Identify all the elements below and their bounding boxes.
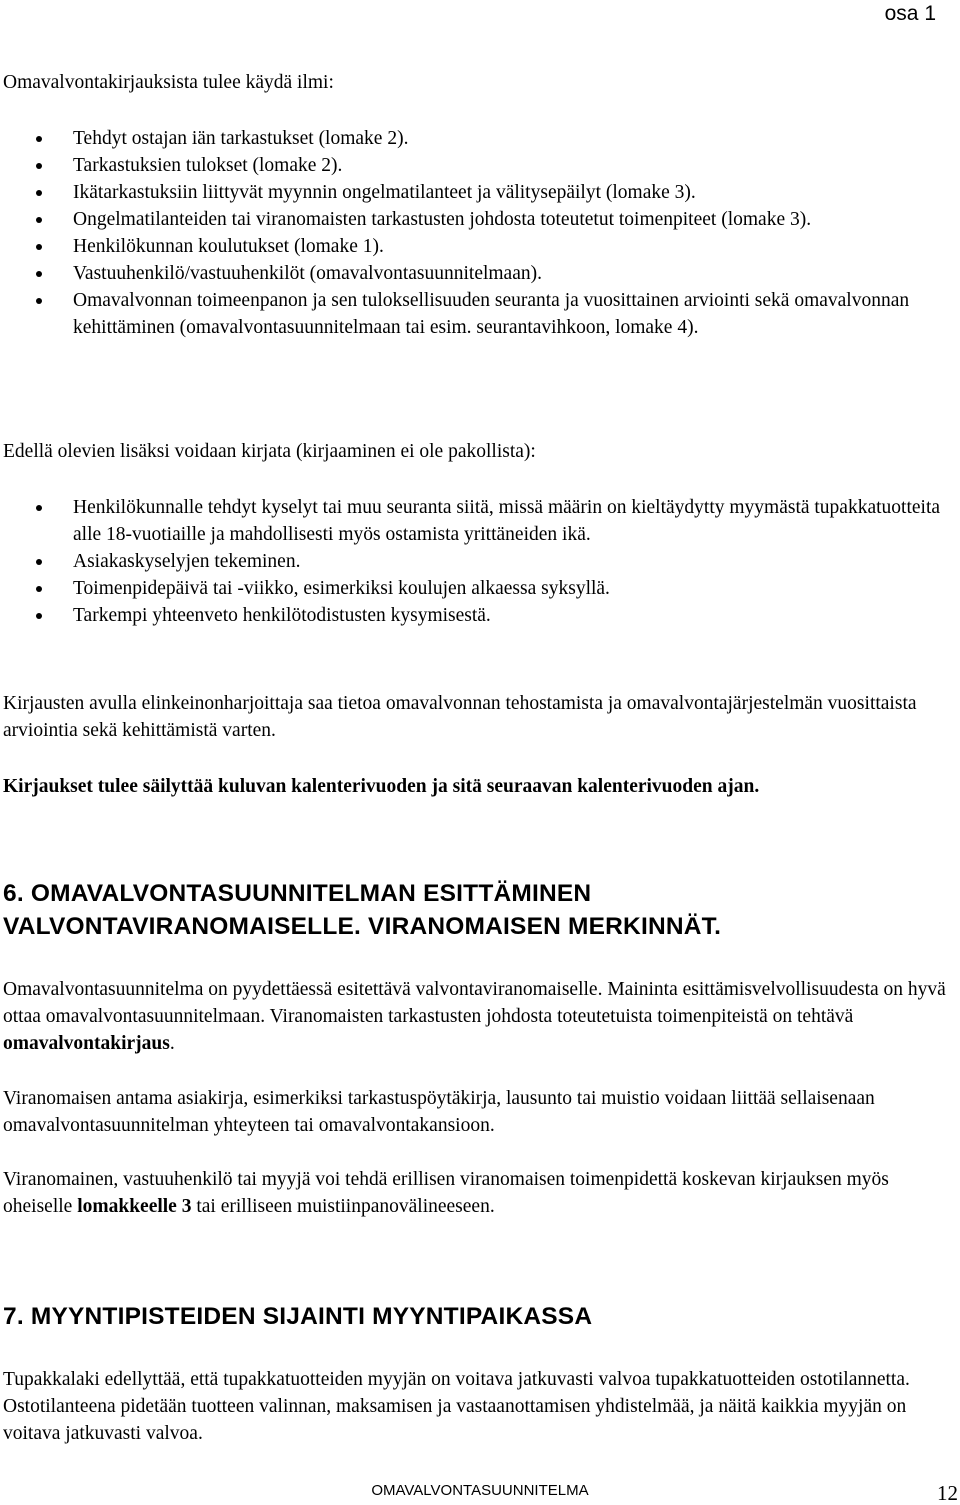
bullet-icon xyxy=(36,505,42,511)
section-6-paragraph-2: Viranomaisen antama asiakirja, esimerkiksi tarkastuspöytäkirja, lausunto tai muistio voidaan liittää sellaisenaan omavalvontasuunnitelman yhteyteen tai omavalvontakansioon. xyxy=(3,1088,875,1136)
emphasis-text: omavalvontakirjaus xyxy=(3,1033,170,1054)
list-item-text: Ikätarkastuksiin liittyvät myynnin ongelmatilanteet ja välitysepäilyt (lomake 3). xyxy=(73,182,696,203)
bullet-icon xyxy=(36,298,42,304)
emphasis-text: lomakkeelle 3 xyxy=(77,1196,192,1217)
section-7-paragraph-1: Tupakkalaki edellyttää, että tupakkatuotteiden myyjän on voitava jatkuvasti valvoa tupakkatuotteiden ostotilannetta. Ostotilanteena pidetään tuotteen valinnan, maksamisen ja vastaanottamisen yhdistelmää, ja näitä kaikkia myyjän on voitava jatkuvasti valvoa. xyxy=(3,1369,910,1444)
footer-title: OMAVALVONTASUUNNITELMA xyxy=(371,1482,589,1499)
list-item-text: Henkilökunnan koulutukset (lomake 1). xyxy=(73,236,384,257)
paragraph-text: Omavalvontasuunnitelma on pyydettäessä esitettävä valvontaviranomaiselle. Maininta esittämisvelvollisuudesta on hyvä ottaa omavalvontasuunnitelmaan. Viranomaisten tarkastusten johdosta toteutetuista toimenpiteistä on tehtävä xyxy=(3,979,946,1027)
list-item xyxy=(3,125,953,152)
bullet-icon xyxy=(36,163,42,169)
paragraph-text: . xyxy=(169,1033,175,1054)
bullet-icon xyxy=(36,136,42,142)
optional-entries-list xyxy=(3,494,953,629)
list-item xyxy=(3,602,953,629)
list-item-text: Omavalvonnan toimeenpanon ja sen tuloksellisuuden seuranta ja vuosittainen arviointi sekä omavalvonnan kehittäminen (omavalvontasuunnitelmaan tai esim. seurantavihkoon, lomake 4). xyxy=(73,290,910,338)
bullet-icon xyxy=(36,217,42,223)
retention-notice: Kirjaukset tulee säilyttää kuluvan kalenterivuoden ja sitä seuraavan kalenterivuoden ajan. xyxy=(3,776,760,797)
list-item xyxy=(3,179,953,206)
paragraph-text: Viranomainen, vastuuhenkilö tai myyjä voi tehdä erillisen viranomaisen toimenpidettä koskevan kirjauksen myös oheiselle xyxy=(3,1169,889,1217)
list-item-text: Ongelmatilanteiden tai viranomaisten tarkastusten johdosta toteutetut toimenpiteet (lomake 3). xyxy=(73,209,812,230)
list-item-text: Toimenpidepäivä tai -viikko, esimerkiksi koulujen alkaessa syksyllä. xyxy=(73,578,610,599)
list-item-text: Tarkempi yhteenveto henkilötodistusten kysymisestä. xyxy=(73,605,491,626)
section-6-paragraph-3 xyxy=(3,1166,953,1220)
bullet-icon xyxy=(36,586,42,592)
paragraph-text: tai erilliseen muistiinpanovälineeseen. xyxy=(191,1196,495,1217)
part-label: osa 1 xyxy=(884,2,936,25)
list-item xyxy=(3,287,953,341)
section-6-paragraph-1 xyxy=(3,976,953,1057)
list-item xyxy=(3,152,953,179)
section-7-heading: 7. MYYNTIPISTEIDEN SIJAINTI MYYNTIPAIKASSA xyxy=(3,1303,593,1330)
bullet-icon xyxy=(36,190,42,196)
page-number: 12 xyxy=(937,1481,958,1505)
list-item xyxy=(3,260,953,287)
list-item-text: Henkilökunnalle tehdyt kyselyt tai muu seuranta siitä, missä määrin on kieltäydytty myymästä tupakkatuotteita alle 18-vuotiaille ja mahdollisesti myös ostamista yrittäneiden ikä. xyxy=(73,497,941,545)
list-item xyxy=(3,548,953,575)
list-item-text: Asiakaskyselyjen tekeminen. xyxy=(73,551,301,572)
optional-intro-text: Edellä olevien lisäksi voidaan kirjata (kirjaaminen ei ole pakollista): xyxy=(3,441,536,462)
list-item xyxy=(3,233,953,260)
benefit-paragraph: Kirjausten avulla elinkeinonharjoittaja saa tietoa omavalvonnan tehostamista ja omavalvontajärjestelmän vuosittaista arviointia sekä kehittämistä varten. xyxy=(3,693,917,741)
bullet-icon xyxy=(36,559,42,565)
list-item-text: Tehdyt ostajan iän tarkastukset (lomake 2). xyxy=(73,128,409,149)
list-item-text: Vastuuhenkilö/vastuuhenkilöt (omavalvontasuunnitelmaan). xyxy=(73,263,542,284)
intro-text: Omavalvontakirjauksista tulee käydä ilmi: xyxy=(3,72,334,93)
list-item xyxy=(3,494,953,548)
bullet-icon xyxy=(36,271,42,277)
section-6-heading: 6. OMAVALVONTASUUNNITELMAN ESITTÄMINEN VALVONTAVIRANOMAISELLE. VIRANOMAISEN MERKINNÄT. xyxy=(3,880,722,940)
list-item xyxy=(3,575,953,602)
list-item-text: Tarkastuksien tulokset (lomake 2). xyxy=(73,155,343,176)
list-item xyxy=(3,206,953,233)
required-entries-list xyxy=(3,125,953,341)
bullet-icon xyxy=(36,613,42,619)
bullet-icon xyxy=(36,244,42,250)
